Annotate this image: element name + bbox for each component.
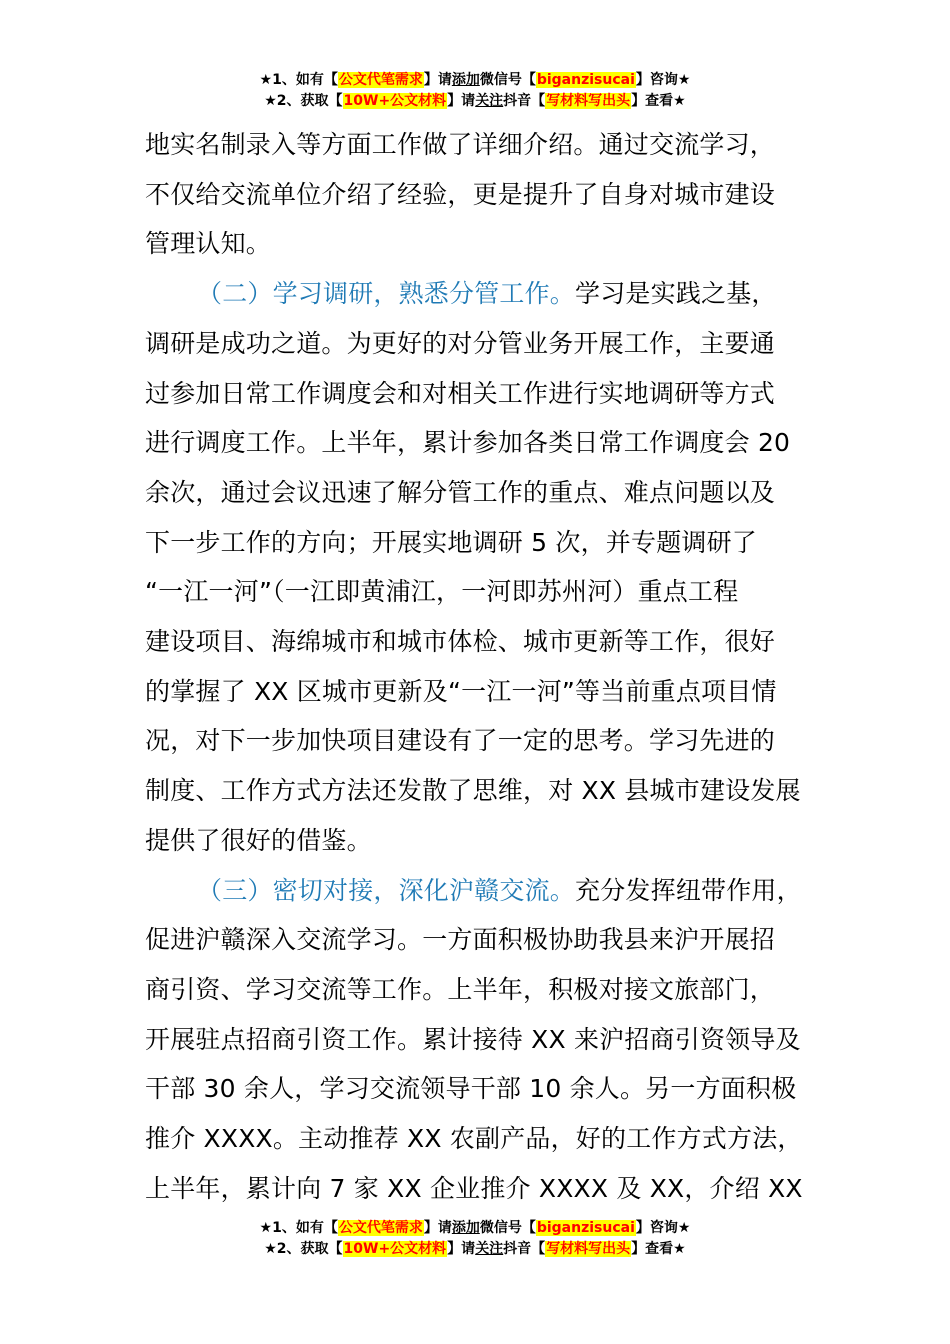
paragraph-first-line [145,269,825,319]
paragraph-line: 况，对下一步加快项目建设有了一定的思考。学习先进的 [145,726,776,756]
paragraph-line: 地实名制录入等方面工作做了详细介绍。通过交流学习， [145,130,776,159]
banner-highlight: 写材料写出头 [546,1241,631,1257]
banner-line-1 [0,1218,950,1239]
banner-underlined-text: 关注 [475,1241,504,1257]
paragraph-line: 推介 XXXX。主动推荐 XX 农副产品，好的工作方式方法， [145,1124,803,1154]
paragraph-line: 进行调度工作。上半年，累计参加各类日常工作调度会 20 [145,428,791,458]
paragraph-line: 调研是成功之道。为更好的对分管业务开展工作，主要通 [145,328,776,358]
banner-text: 】咨询★ [635,72,691,88]
document-body [145,120,825,1213]
banner-line-2 [0,1239,950,1260]
banner-highlight: 公文代笔需求 [338,1220,423,1236]
banner-text: 微信号【 [479,1220,536,1236]
banner-text: ★2、获取【 [264,93,343,109]
banner-line-2 [0,91,950,112]
banner-text: 】咨询★ [635,1220,691,1236]
paragraph-line: 开展驻点招商引资工作。累计接待 XX 来沪招商引资领导及 [145,1024,801,1054]
header-banner [0,70,950,112]
banner-line-1 [0,70,950,91]
banner-highlight: 10W+公文材料 [343,93,447,109]
paragraph-text: 充分发挥纽带作用， [575,875,802,905]
banner-text: ★2、获取【 [264,1241,343,1257]
paragraph-line: 建设项目、海绵城市和城市体检、城市更新等工作，很好 [145,627,776,657]
banner-text: ★1、如有【 [259,72,338,88]
paragraph-line: 干部 30 余人，学习交流领导干部 10 余人。另一方面积极 [145,1074,797,1104]
banner-underlined-text: 添加 [451,1220,480,1236]
banner-text: 】查看★ [631,93,686,109]
banner-text: ★1、如有【 [259,1220,338,1236]
banner-text: 】请 [447,93,476,109]
paragraph-line: 不仅给交流单位介绍了经验，更是提升了自身对城市建设 [145,179,776,209]
paragraph-line: 商引资、学习交流等工作。上半年，积极对接文旅部门， [145,974,776,1004]
paragraph-line: 管理认知。 [145,229,272,259]
paragraph-line: 余次，通过会议迅速了解分管工作的重点、难点问题以及 [145,477,776,507]
banner-text: 】请 [423,1220,452,1236]
banner-highlight: 写材料写出头 [546,93,631,109]
paragraph-2 [145,269,825,865]
section-heading: （二）学习调研，熟悉分管工作。 [197,279,576,309]
paragraph-first-line [145,866,825,916]
banner-underlined-text: 添加 [451,72,480,88]
banner-text: 微信号【 [479,72,536,88]
paragraph-text: 学习是实践之基， [575,279,777,309]
banner-highlight: 10W+公文材料 [343,1241,447,1257]
paragraph-line: “一江一河”（一江即黄浦江，一河即苏州河）重点工程 [145,577,739,607]
banner-highlight: biganzisucai [536,1220,635,1236]
paragraph-line: 上半年，累计向 7 家 XX 企业推介 XXXX 及 XX，介绍 XX [145,1173,803,1203]
banner-highlight: 公文代笔需求 [338,72,423,88]
paragraph-line: 下一步工作的方向；开展实地调研 5 次，并专题调研了 [145,527,758,557]
paragraph-line: 促进沪赣深入交流学习。一方面积极协助我县来沪开展招 [145,925,776,955]
paragraph-3 [145,866,825,1214]
section-heading: （三）密切对接，深化沪赣交流。 [197,875,576,905]
banner-text: 抖音【 [503,93,546,109]
banner-text: 】查看★ [631,1241,686,1257]
banner-text: 】请 [423,72,452,88]
paragraph-1 [145,120,825,269]
paragraph-line: 制度、工作方式方法还发散了思维，对 XX 县城市建设发展 [145,776,801,806]
banner-underlined-text: 关注 [475,93,504,109]
paragraph-line: 的掌握了 XX 区城市更新及“一江一河”等当前重点项目情 [145,676,777,706]
paragraph-line: 提供了很好的借鉴。 [145,825,372,855]
banner-text: 抖音【 [503,1241,546,1257]
footer-banner [0,1218,950,1260]
banner-text: 】请 [447,1241,476,1257]
paragraph-line: 过参加日常工作调度会和对相关工作进行实地调研等方式 [145,378,776,408]
banner-highlight: biganzisucai [536,72,635,88]
